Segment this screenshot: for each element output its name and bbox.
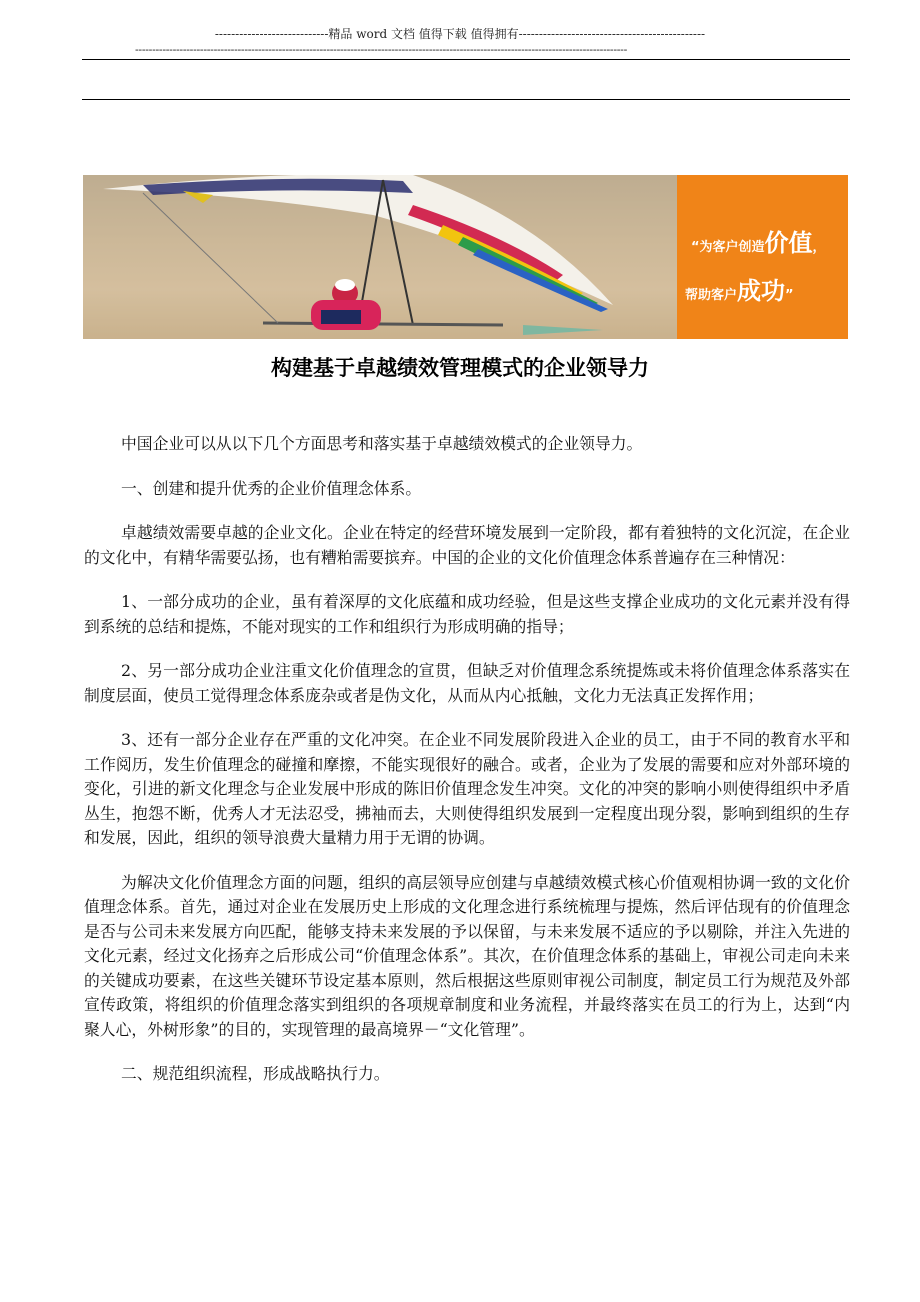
paragraph: 二、规范组织流程，形成战略执行力。	[121, 1064, 390, 1083]
banner	[83, 175, 848, 339]
paragraph: 1、一部分成功的企业，虽有着深厚的文化底蕴和成功经验，但是这些支撑企业成功的文化元素并没有得到系统的总结和提炼，不能对现实的工作和组织行为形成明确的指导；	[84, 592, 850, 636]
header-dashed-line: ------------------------------------------------------------------------------------------------------------------------------------------------	[135, 43, 628, 56]
document-body	[84, 432, 850, 1107]
paragraph: 中国企业可以从以下几个方面思考和落实基于卓越绩效模式的企业领导力。	[121, 434, 643, 453]
header-rule-bottom	[82, 99, 850, 100]
paragraph: 为解决文化价值理念方面的问题，组织的高层领导应创建与卓越绩效模式核心价值观相协调一致的文化价值理念体系。首先，通过对企业在发展历史上形成的文化理念进行系统梳理与提炼，然后评估现有的价值理念是否与公司未来发展方向匹配，能够支持未来发展的予以保留，与未来发展不适应的予以剔除，并注入先进的文化元素，经过文化扬弃之后形成公司“价值理念体系”。其次，在价值理念体系的基础上，审视公司走向未来的关键成功要素，在这些关键环节设定基本原则，然后根据这些原则审视公司制度，制定员工行为规范及外部宣传政策，将组织的价值理念落实到组织的各项规章制度和业务流程，并最终落实在员工的行为上，达到“内聚人心，外树形象”的目的，实现管理的最高境界－“文化管理”。	[84, 872, 850, 1039]
paragraph: 2、另一部分成功企业注重文化价值理念的宣贯，但缺乏对价值理念系统提炼或未将价值理念体系落实在制度层面，使员工觉得理念体系庞杂或者是伪文化，从而从内心抵触，文化力无法真正发挥作用；	[84, 661, 850, 705]
slogan-line-2: 帮助客户成功”	[685, 277, 794, 305]
slogan-panel	[677, 175, 848, 339]
header-banner-text: ----------------------------精品 word 文档 值得下载 值得拥有----------------------------------------------	[214, 27, 706, 41]
document-title: 构建基于卓越绩效管理模式的企业领导力	[271, 356, 649, 380]
paragraph: 一、创建和提升优秀的企业价值理念体系。	[121, 478, 422, 498]
slogan-line-1: “为客户创造价值，	[691, 229, 826, 257]
hang-glider-photo	[83, 175, 677, 339]
header-rule-top	[82, 59, 850, 60]
paragraph: 3、还有一部分企业存在严重的文化冲突。在企业不同发展阶段进入企业的员工，由于不同的教育水平和工作阅历，发生价值理念的碰撞和摩擦，不能实现很好的融合。或者，企业为了发展的需要和应对外部环境的变化，引进的新文化理念与企业发展中形成的陈旧价值理念发生冲突。文化的冲突的影响小则使得组织中矛盾丛生，抱怨不断，优秀人才无法忍受，拂袖而去，大则使得组织发展到一定程度出现分裂，影响到组织的生存和发展，因此，组织的领导浪费大量精力用于无谓的协调。	[84, 730, 850, 847]
paragraph: 卓越绩效需要卓越的企业文化。企业在特定的经营环境发展到一定阶段，都有着独特的文化沉淀，在企业的文化中，有精华需要弘扬，也有糟粕需要摈弃。中国的企业的文化价值理念体系普遍存在三种情况：	[84, 523, 850, 567]
